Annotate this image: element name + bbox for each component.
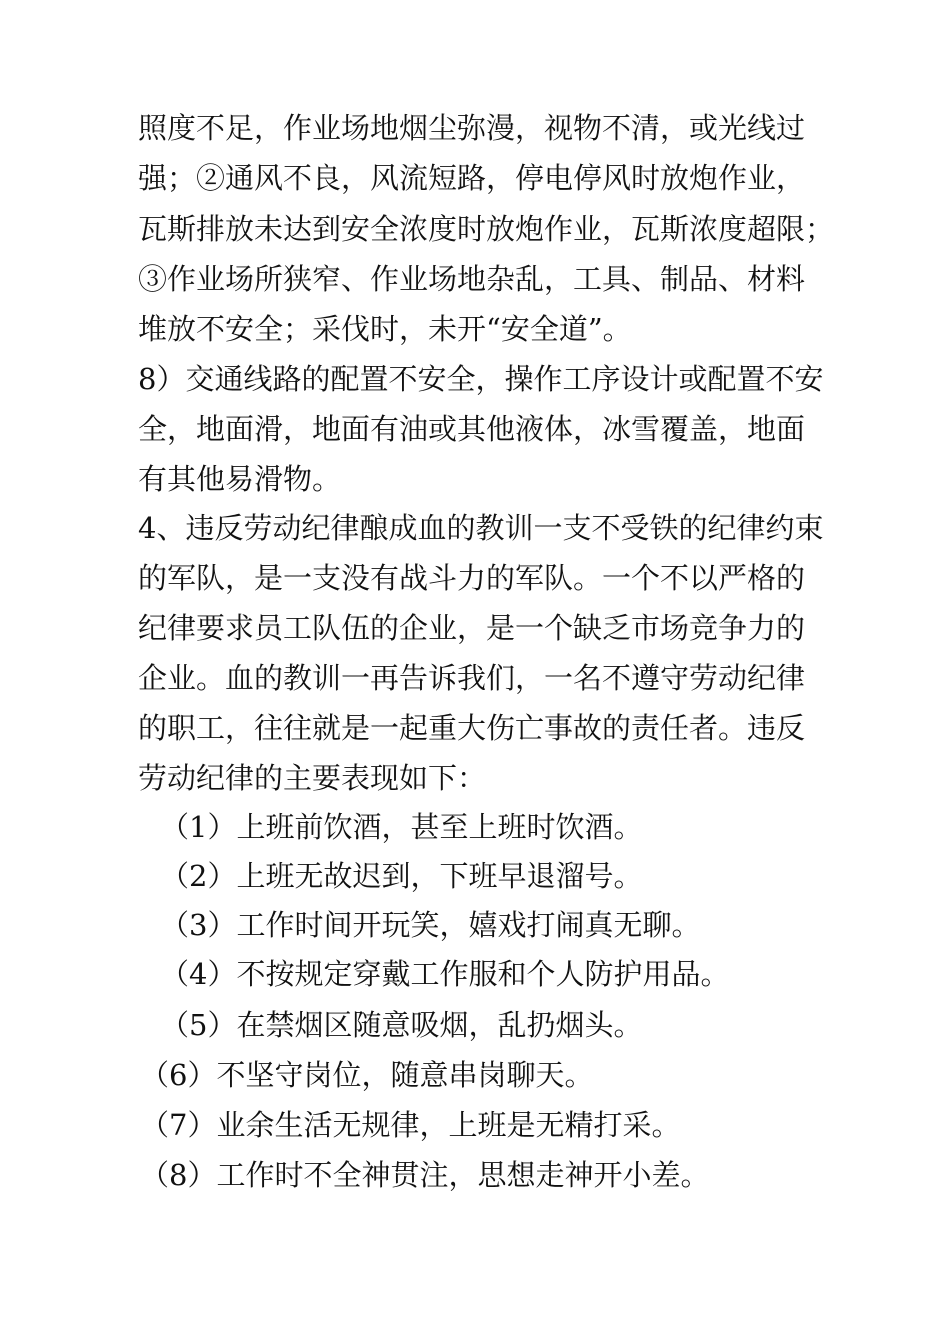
text-line: 瓦斯排放未达到安全浓度时放炮作业，瓦斯浓度超限； <box>138 212 835 246</box>
text-line: 4、违反劳动纪律酿成血的教训一支不受铁的纪律约束 <box>138 511 824 545</box>
list-item: （7）业余生活无规律，上班是无精打采。 <box>140 1108 681 1142</box>
text-line: 有其他易滑物。 <box>138 462 342 496</box>
list-item: （8）工作时不全神贯注，思想走神开小差。 <box>140 1158 710 1192</box>
text-line: 照度不足，作业场地烟尘弥漫，视物不清，或光线过 <box>138 111 806 145</box>
text-line: ③作业场所狭窄、作业场地杂乱，工具、制品、材料 <box>138 262 806 296</box>
list-item: （1）上班前饮酒，甚至上班时饮酒。 <box>160 810 643 844</box>
list-item: （2）上班无故迟到，下班早退溜号。 <box>160 859 643 893</box>
text-line: 的军队，是一支没有战斗力的军队。一个不以严格的 <box>138 561 806 595</box>
text-line: 企业。血的教训一再告诉我们，一名不遵守劳动纪律 <box>138 661 806 695</box>
text-line: 纪律要求员工队伍的企业，是一个缺乏市场竞争力的 <box>138 611 806 645</box>
list-item: （4）不按规定穿戴工作服和个人防护用品。 <box>160 957 730 991</box>
text-line: 8）交通线路的配置不安全，操作工序设计或配置不安 <box>138 362 824 396</box>
list-item: （5）在禁烟区随意吸烟，乱扔烟头。 <box>160 1008 643 1042</box>
text-line: 堆放不安全；采伐时，未开“安全道”。 <box>138 312 632 346</box>
list-item: （3）工作时间开玩笑，嬉戏打闹真无聊。 <box>160 908 701 942</box>
text-line: 的职工，往往就是一起重大伤亡事故的责任者。违反 <box>138 711 806 745</box>
text-line: 劳动纪律的主要表现如下： <box>138 761 487 795</box>
list-item: （6）不坚守岗位，随意串岗聊天。 <box>140 1058 594 1092</box>
text-line: 全，地面滑，地面有油或其他液体，冰雪覆盖，地面 <box>138 412 806 446</box>
text-line: 强；②通风不良，风流短路，停电停风时放炮作业， <box>138 161 806 195</box>
